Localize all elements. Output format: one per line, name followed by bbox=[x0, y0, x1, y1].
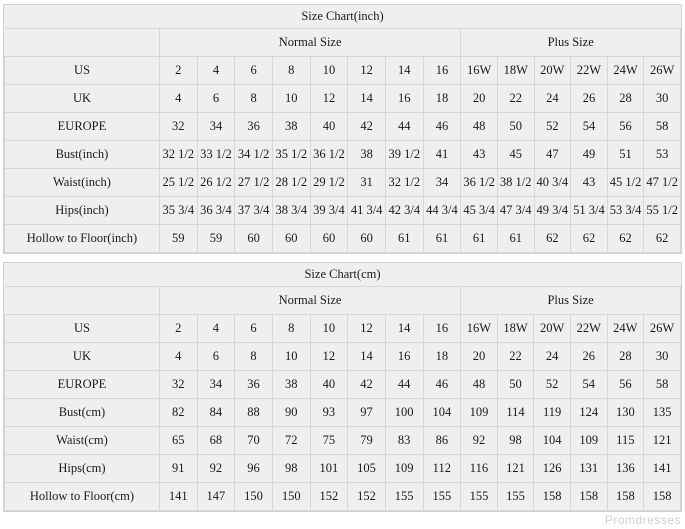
cell: 32 bbox=[159, 113, 197, 141]
cell: 61 bbox=[461, 225, 498, 253]
cell: 75 bbox=[310, 427, 348, 455]
row-label: UK bbox=[5, 85, 160, 113]
cell: 49 3/4 bbox=[534, 197, 571, 225]
cell: 61 bbox=[423, 225, 461, 253]
cell: 42 3/4 bbox=[385, 197, 423, 225]
cell: 12 bbox=[310, 85, 348, 113]
cell: 61 bbox=[385, 225, 423, 253]
cell: 38 3/4 bbox=[272, 197, 310, 225]
cell: 24W bbox=[607, 315, 644, 343]
cell: 43 bbox=[571, 169, 608, 197]
cell: 109 bbox=[461, 399, 498, 427]
cell: 119 bbox=[534, 399, 571, 427]
cell: 126 bbox=[534, 455, 571, 483]
cell: 26 1/2 bbox=[197, 169, 235, 197]
watermark-text: Promdresses bbox=[604, 513, 681, 527]
cell: 83 bbox=[385, 427, 423, 455]
cell: 55 1/2 bbox=[644, 197, 681, 225]
cell: 58 bbox=[644, 113, 681, 141]
cell: 40 bbox=[310, 371, 348, 399]
size-chart-inch bbox=[3, 4, 682, 254]
cell: 36 1/2 bbox=[461, 169, 498, 197]
table-row bbox=[5, 113, 681, 141]
cell: 32 bbox=[159, 371, 197, 399]
cell: 31 bbox=[348, 169, 386, 197]
cell: 130 bbox=[607, 399, 644, 427]
cell: 50 bbox=[497, 371, 534, 399]
cell: 34 1/2 bbox=[235, 141, 273, 169]
cell: 16 bbox=[423, 315, 461, 343]
cell: 98 bbox=[497, 427, 534, 455]
row-label: US bbox=[5, 315, 160, 343]
cell: 53 bbox=[644, 141, 681, 169]
cell: 18W bbox=[497, 315, 534, 343]
cell: 109 bbox=[385, 455, 423, 483]
cell: 36 bbox=[235, 113, 273, 141]
table-row bbox=[5, 225, 681, 253]
cell: 40 3/4 bbox=[534, 169, 571, 197]
cell: 59 bbox=[159, 225, 197, 253]
group-header-normal: Normal Size bbox=[159, 29, 460, 57]
row-label: EUROPE bbox=[5, 371, 160, 399]
cell: 14 bbox=[385, 315, 423, 343]
cell: 90 bbox=[272, 399, 310, 427]
size-table-cm bbox=[4, 263, 681, 511]
cell: 22 bbox=[497, 343, 534, 371]
cell: 60 bbox=[310, 225, 348, 253]
cell: 62 bbox=[534, 225, 571, 253]
cell: 98 bbox=[272, 455, 310, 483]
cell: 121 bbox=[497, 455, 534, 483]
cell: 8 bbox=[272, 57, 310, 85]
cell: 39 3/4 bbox=[310, 197, 348, 225]
cell: 38 bbox=[348, 141, 386, 169]
table-row bbox=[5, 57, 681, 85]
cell: 60 bbox=[272, 225, 310, 253]
table-row bbox=[5, 141, 681, 169]
cell: 147 bbox=[197, 483, 235, 511]
cell: 152 bbox=[310, 483, 348, 511]
cell: 121 bbox=[644, 427, 681, 455]
cell: 10 bbox=[272, 343, 310, 371]
cell: 112 bbox=[423, 455, 461, 483]
cell: 97 bbox=[348, 399, 386, 427]
cell: 26 bbox=[571, 85, 608, 113]
cell: 152 bbox=[348, 483, 386, 511]
cell: 32 1/2 bbox=[385, 169, 423, 197]
cell: 22 bbox=[497, 85, 534, 113]
group-header-plus: Plus Size bbox=[461, 287, 681, 315]
cell: 101 bbox=[310, 455, 348, 483]
cell: 38 bbox=[272, 371, 310, 399]
cell: 155 bbox=[497, 483, 534, 511]
cell: 16 bbox=[423, 57, 461, 85]
table-row bbox=[5, 371, 681, 399]
cell: 52 bbox=[534, 113, 571, 141]
row-label: Bust(cm) bbox=[5, 399, 160, 427]
cell: 26W bbox=[644, 315, 681, 343]
cell: 60 bbox=[235, 225, 273, 253]
cell: 68 bbox=[197, 427, 235, 455]
cell: 12 bbox=[348, 315, 386, 343]
corner-cell bbox=[5, 29, 160, 57]
cell: 8 bbox=[235, 85, 273, 113]
cell: 150 bbox=[272, 483, 310, 511]
cell: 37 3/4 bbox=[235, 197, 273, 225]
page-title: Size Chart(cm) bbox=[5, 263, 681, 287]
cell: 47 bbox=[534, 141, 571, 169]
cell: 158 bbox=[644, 483, 681, 511]
cell: 155 bbox=[423, 483, 461, 511]
cell: 44 bbox=[385, 371, 423, 399]
cell: 47 3/4 bbox=[497, 197, 534, 225]
row-label: Hips(inch) bbox=[5, 197, 160, 225]
cell: 16W bbox=[461, 315, 498, 343]
cell: 35 3/4 bbox=[159, 197, 197, 225]
cell: 54 bbox=[570, 371, 607, 399]
cell: 12 bbox=[310, 343, 348, 371]
cell: 18 bbox=[423, 343, 461, 371]
cell: 93 bbox=[310, 399, 348, 427]
cell: 4 bbox=[197, 57, 235, 85]
cell: 6 bbox=[197, 343, 235, 371]
cell: 62 bbox=[571, 225, 608, 253]
cell: 29 1/2 bbox=[310, 169, 348, 197]
cell: 70 bbox=[235, 427, 273, 455]
cell: 114 bbox=[497, 399, 534, 427]
cell: 41 3/4 bbox=[348, 197, 386, 225]
cell: 36 1/2 bbox=[310, 141, 348, 169]
cell: 46 bbox=[423, 113, 461, 141]
cell: 34 bbox=[197, 371, 235, 399]
row-label: Bust(inch) bbox=[5, 141, 160, 169]
cell: 115 bbox=[607, 427, 644, 455]
cell: 38 1/2 bbox=[497, 169, 534, 197]
cell: 92 bbox=[197, 455, 235, 483]
cell: 109 bbox=[570, 427, 607, 455]
cell: 42 bbox=[348, 371, 386, 399]
cell: 47 1/2 bbox=[644, 169, 681, 197]
cell: 124 bbox=[570, 399, 607, 427]
table-row bbox=[5, 427, 681, 455]
cell: 105 bbox=[348, 455, 386, 483]
cell: 84 bbox=[197, 399, 235, 427]
cell: 48 bbox=[461, 371, 498, 399]
cell: 88 bbox=[235, 399, 273, 427]
cell: 58 bbox=[644, 371, 681, 399]
cell: 10 bbox=[272, 85, 310, 113]
cell: 4 bbox=[159, 85, 197, 113]
cell: 39 1/2 bbox=[385, 141, 423, 169]
cell: 104 bbox=[534, 427, 571, 455]
cell: 42 bbox=[348, 113, 386, 141]
cell: 22W bbox=[570, 315, 607, 343]
size-chart-cm bbox=[3, 262, 682, 512]
table-title-row bbox=[5, 263, 681, 287]
cell: 28 bbox=[607, 85, 644, 113]
row-label: Hollow to Floor(cm) bbox=[5, 483, 160, 511]
cell: 26W bbox=[644, 57, 681, 85]
cell: 28 1/2 bbox=[272, 169, 310, 197]
cell: 43 bbox=[461, 141, 498, 169]
cell: 30 bbox=[644, 85, 681, 113]
cell: 45 bbox=[497, 141, 534, 169]
cell: 18W bbox=[497, 57, 534, 85]
cell: 20 bbox=[461, 343, 498, 371]
cell: 40 bbox=[310, 113, 348, 141]
cell: 79 bbox=[348, 427, 386, 455]
cell: 48 bbox=[461, 113, 498, 141]
cell: 141 bbox=[159, 483, 197, 511]
table-row bbox=[5, 343, 681, 371]
cell: 24 bbox=[534, 85, 571, 113]
cell: 38 bbox=[272, 113, 310, 141]
cell: 158 bbox=[570, 483, 607, 511]
cell: 4 bbox=[159, 343, 197, 371]
cell: 46 bbox=[423, 371, 461, 399]
cell: 158 bbox=[534, 483, 571, 511]
table-row bbox=[5, 169, 681, 197]
cell: 4 bbox=[197, 315, 235, 343]
cell: 34 bbox=[423, 169, 461, 197]
cell: 45 3/4 bbox=[461, 197, 498, 225]
cell: 61 bbox=[497, 225, 534, 253]
cell: 92 bbox=[461, 427, 498, 455]
page-title: Size Chart(inch) bbox=[5, 5, 681, 29]
cell: 91 bbox=[159, 455, 197, 483]
cell: 62 bbox=[607, 225, 644, 253]
cell: 26 bbox=[570, 343, 607, 371]
cell: 54 bbox=[571, 113, 608, 141]
cell: 12 bbox=[348, 57, 386, 85]
cell: 2 bbox=[159, 315, 197, 343]
cell: 150 bbox=[235, 483, 273, 511]
table-row bbox=[5, 85, 681, 113]
cell: 155 bbox=[461, 483, 498, 511]
table-row bbox=[5, 455, 681, 483]
cell: 25 1/2 bbox=[159, 169, 197, 197]
cell: 14 bbox=[348, 85, 386, 113]
cell: 8 bbox=[272, 315, 310, 343]
cell: 45 1/2 bbox=[607, 169, 644, 197]
cell: 100 bbox=[385, 399, 423, 427]
cell: 104 bbox=[423, 399, 461, 427]
cell: 41 bbox=[423, 141, 461, 169]
cell: 20W bbox=[534, 57, 571, 85]
cell: 2 bbox=[159, 57, 197, 85]
cell: 24W bbox=[607, 57, 644, 85]
cell: 131 bbox=[570, 455, 607, 483]
cell: 59 bbox=[197, 225, 235, 253]
row-label: Hips(cm) bbox=[5, 455, 160, 483]
cell: 49 bbox=[571, 141, 608, 169]
cell: 28 bbox=[607, 343, 644, 371]
cell: 14 bbox=[348, 343, 386, 371]
cell: 22W bbox=[571, 57, 608, 85]
cell: 6 bbox=[235, 57, 273, 85]
cell: 8 bbox=[235, 343, 273, 371]
group-header-plus: Plus Size bbox=[461, 29, 681, 57]
cell: 52 bbox=[534, 371, 571, 399]
cell: 56 bbox=[607, 113, 644, 141]
corner-cell bbox=[5, 287, 160, 315]
row-label: Hollow to Floor(inch) bbox=[5, 225, 160, 253]
table-row bbox=[5, 399, 681, 427]
cell: 33 1/2 bbox=[197, 141, 235, 169]
cell: 44 bbox=[385, 113, 423, 141]
cell: 27 1/2 bbox=[235, 169, 273, 197]
cell: 20W bbox=[534, 315, 571, 343]
table-group-row bbox=[5, 29, 681, 57]
cell: 53 3/4 bbox=[607, 197, 644, 225]
row-label: Waist(inch) bbox=[5, 169, 160, 197]
cell: 141 bbox=[644, 455, 681, 483]
row-label: US bbox=[5, 57, 160, 85]
cell: 24 bbox=[534, 343, 571, 371]
cell: 16 bbox=[385, 85, 423, 113]
cell: 30 bbox=[644, 343, 681, 371]
cell: 6 bbox=[235, 315, 273, 343]
cell: 20 bbox=[461, 85, 498, 113]
cell: 155 bbox=[385, 483, 423, 511]
table-group-row bbox=[5, 287, 681, 315]
cell: 86 bbox=[423, 427, 461, 455]
cell: 96 bbox=[235, 455, 273, 483]
row-label: UK bbox=[5, 343, 160, 371]
cell: 14 bbox=[385, 57, 423, 85]
size-table-inch bbox=[4, 5, 681, 253]
cell: 6 bbox=[197, 85, 235, 113]
table-title-row bbox=[5, 5, 681, 29]
cell: 82 bbox=[159, 399, 197, 427]
cell: 16W bbox=[461, 57, 498, 85]
cell: 158 bbox=[607, 483, 644, 511]
cell: 51 bbox=[607, 141, 644, 169]
cell: 16 bbox=[385, 343, 423, 371]
cell: 136 bbox=[607, 455, 644, 483]
cell: 35 1/2 bbox=[272, 141, 310, 169]
cell: 116 bbox=[461, 455, 498, 483]
cell: 10 bbox=[310, 57, 348, 85]
cell: 36 3/4 bbox=[197, 197, 235, 225]
cell: 65 bbox=[159, 427, 197, 455]
cell: 44 3/4 bbox=[423, 197, 461, 225]
cell: 60 bbox=[348, 225, 386, 253]
group-header-normal: Normal Size bbox=[159, 287, 460, 315]
cell: 32 1/2 bbox=[159, 141, 197, 169]
table-row bbox=[5, 197, 681, 225]
table-row bbox=[5, 483, 681, 511]
cell: 34 bbox=[197, 113, 235, 141]
cell: 135 bbox=[644, 399, 681, 427]
cell: 51 3/4 bbox=[571, 197, 608, 225]
cell: 10 bbox=[310, 315, 348, 343]
row-label: EUROPE bbox=[5, 113, 160, 141]
cell: 36 bbox=[235, 371, 273, 399]
cell: 72 bbox=[272, 427, 310, 455]
cell: 62 bbox=[644, 225, 681, 253]
row-label: Waist(cm) bbox=[5, 427, 160, 455]
table-row bbox=[5, 315, 681, 343]
cell: 18 bbox=[423, 85, 461, 113]
cell: 50 bbox=[497, 113, 534, 141]
cell: 56 bbox=[607, 371, 644, 399]
